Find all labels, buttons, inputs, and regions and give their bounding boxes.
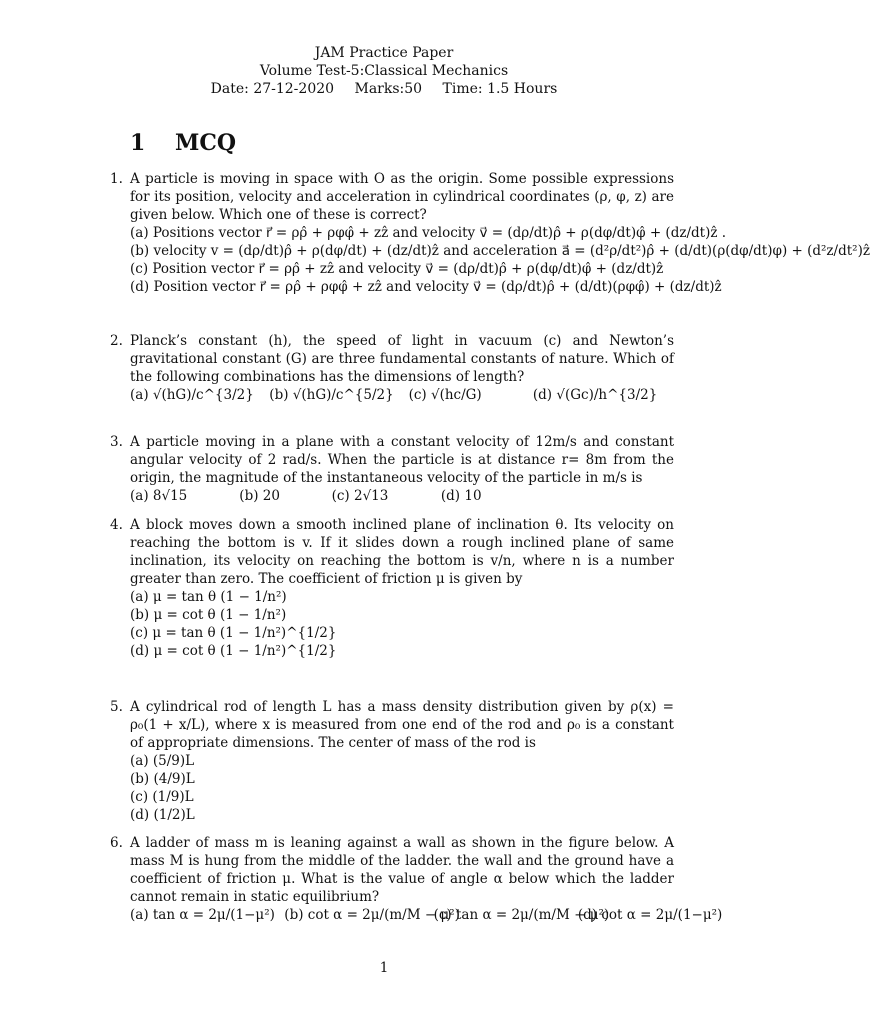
option-a: (a) √(hG)/c^{3/2} <box>130 387 254 403</box>
question-number: 2. <box>110 333 123 349</box>
question-number: 3. <box>110 434 123 450</box>
question-number: 1. <box>110 171 123 187</box>
option-c: (c) μ = tan θ (1 − 1/n²)^{1/2} <box>130 625 337 641</box>
option-d: (d) 10 <box>440 488 482 504</box>
option-b: (b) cot α = 2μ/(m/M − μ²) <box>284 907 460 923</box>
option-c: (c) 2√13 <box>331 488 389 504</box>
option-b: (b) 20 <box>239 488 280 504</box>
option-d: (d) μ = cot θ (1 − 1/n²)^{1/2} <box>130 643 337 659</box>
option-b: (b) velocity v = (dρ/dt)ρ̂ + ρ(dφ/dt) + (dz/dt)ẑ and acceleration a⃗ = (d²ρ/dt²)ρ̂ + (d/dt)(ρ(dφ/dt)φ) + (d²z/dt²)ẑ <box>130 243 870 259</box>
question-5 <box>110 698 674 824</box>
question-text: A ladder of mass m is leaning against a wall as shown in the figure below. A mass M is hung from the middle of the ladder. the wall and the ground have a coefficient of friction μ. What is the value of angle α below which the ladder cannot remain in static equilibrium? <box>130 835 674 905</box>
question-number: 6. <box>110 835 123 851</box>
question-text: A particle moving in a plane with a constant velocity of 12m/s and constant angular velocity of 2 rad/s. When the particle is at distance r= 8m from the origin, the magnitude of the instantaneous velocity of the particle in m/s is <box>130 434 674 486</box>
question-text: A particle is moving in space with O as the origin. Some possible expressions for its position, velocity and acceleration in cylindrical coordinates (ρ, φ, z) are given below. Which one of these is correct? <box>130 171 674 223</box>
option-a: (a) Positions vector r⃗ = ρρ̂ + ρφφ̂ + zẑ and velocity v⃗ = (dρ/dt)ρ̂ + ρ(dφ/dt)φ̂ + (dz/dt)ẑ . <box>130 225 727 241</box>
question-text: A cylindrical rod of length L has a mass density distribution given by ρ(x) = ρ₀(1 + x/L), where x is measured from one end of the rod and ρ₀ is a constant of appropriate dimensions. The center of mass of the rod is <box>130 699 674 751</box>
option-b: (b) √(hG)/c^{5/2} <box>269 387 394 403</box>
option-c: (c) √(hc/G) <box>408 387 482 403</box>
question-1 <box>110 170 870 296</box>
paper-date: Date: 27-12-2020 <box>210 81 335 97</box>
option-a: (a) tan α = 2μ/(1−μ²) <box>130 907 275 923</box>
question-text: A block moves down a smooth inclined plane of inclination θ. Its velocity on reaching the bottom is v. If it slides down a rough inclined plane of same inclination, its velocity on reaching the bottom is v/n, where n is a number greater than zero. The coefficient of friction μ is given by <box>130 517 674 587</box>
paper-title: JAM Practice Paper <box>314 45 454 61</box>
option-a: (a) μ = tan θ (1 − 1/n²) <box>130 589 287 605</box>
paper-marks: Marks:50 <box>354 81 423 97</box>
question-text: Planck’s constant (h), the speed of light in vacuum (c) and Newton’s gravitational constant (G) are three fundamental constants of nature. Which of the following combinations has the dimensions of length? <box>130 333 674 385</box>
option-d: (d) cot α = 2μ/(1−μ²) <box>577 907 723 923</box>
option-c: (c) (1/9)L <box>130 789 194 805</box>
question-number: 5. <box>110 699 123 715</box>
option-c: (c) tan α = 2μ/(m/M − μ²) <box>433 907 610 923</box>
option-a: (a) 8√15 <box>130 488 188 504</box>
option-b: (b) (4/9)L <box>130 771 195 787</box>
options-row <box>130 906 723 924</box>
section-heading <box>130 130 236 156</box>
paper-meta <box>0 80 768 98</box>
section-number: 1 <box>130 130 146 156</box>
page-number: 1 <box>379 960 389 976</box>
option-d: (d) Position vector r⃗ = ρρ̂ + ρφφ̂ + zẑ and velocity v⃗ = (dρ/dt)ρ̂ + (d/dt)(ρφφ̂) + (dz/dt)ẑ <box>130 279 722 295</box>
option-b: (b) μ = cot θ (1 − 1/n²) <box>130 607 287 623</box>
paper-time: Time: 1.5 Hours <box>442 81 558 97</box>
question-3 <box>110 433 674 505</box>
paper-header <box>0 44 768 98</box>
section-title: MCQ <box>174 130 237 156</box>
paper-subtitle: Volume Test-5:Classical Mechanics <box>259 63 509 79</box>
option-a: (a) (5/9)L <box>130 753 195 769</box>
question-6 <box>110 834 723 924</box>
question-2 <box>110 332 674 404</box>
question-number: 4. <box>110 517 123 533</box>
option-d: (d) √(Gc)/h^{3/2} <box>532 387 658 403</box>
options-row <box>130 487 674 505</box>
question-4 <box>110 516 674 660</box>
options-row <box>130 386 674 404</box>
option-c: (c) Position vector r⃗ = ρρ̂ + zẑ and velocity v⃗ = (dρ/dt)ρ̂ + ρ(dφ/dt)φ̂ + (dz/dt)ẑ <box>130 261 664 277</box>
option-d: (d) (1/2)L <box>130 807 195 823</box>
